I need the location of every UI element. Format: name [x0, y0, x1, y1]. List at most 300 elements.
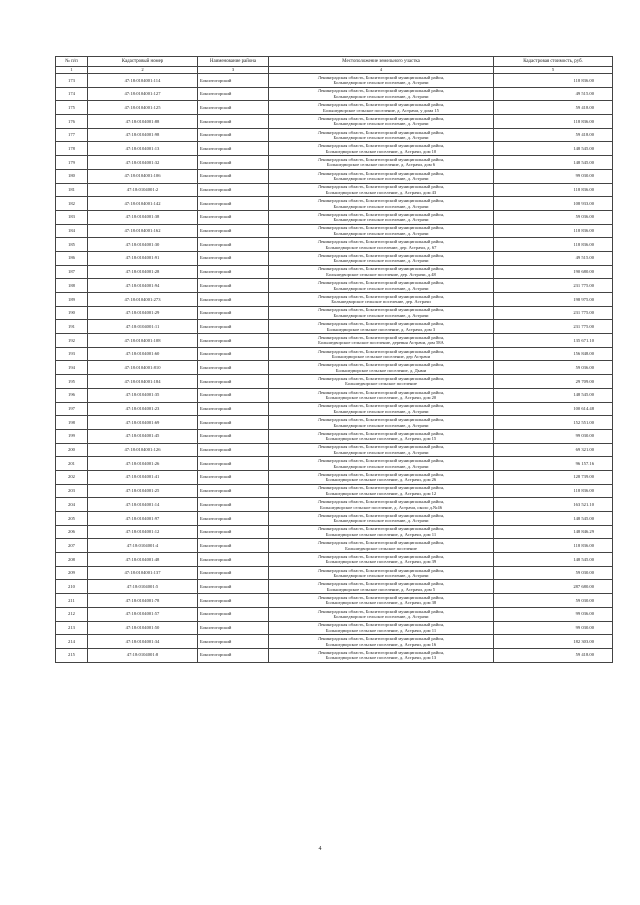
cadastral-cost: 198 975.00 — [494, 293, 613, 307]
location-line-1: Ленинградская область, Бокситогорский муниципальный район, — [317, 156, 445, 162]
cadastral-number: 47:18:0104001:142 — [88, 197, 198, 211]
location-line-2: Большедворское сельское поселение, д. Астрачи — [333, 258, 429, 264]
location-line-1: Ленинградская область, Бокситогорский муниципальный район, — [317, 567, 445, 573]
cadastral-number: 47:18:0104001:69 — [88, 416, 198, 430]
cadastral-cost: 148 846.29 — [494, 525, 613, 539]
table-row — [56, 607, 613, 621]
location-line-1: Ленинградская область, Бокситогорский муниципальный район, — [317, 307, 445, 313]
district-name: Бокситогорский — [198, 293, 269, 307]
table-row — [56, 566, 613, 580]
location-line-2: Большедворское сельское поселение, д. Астрачи — [333, 217, 429, 223]
table-row — [56, 197, 613, 211]
column-number-2: 2 — [88, 67, 198, 74]
location-line-2: Большедворское сельское поселение, д. Астрачи — [333, 614, 429, 620]
district-name: Бокситогорский — [198, 566, 269, 580]
district-name: Бокситогорский — [198, 265, 269, 279]
district-name: Бокситогорский — [198, 87, 269, 101]
cadastral-cost: 118 836.00 — [494, 238, 613, 252]
cadastral-cost: 118 836.00 — [494, 224, 613, 238]
cadastral-number: 47:18:0104001:41 — [88, 470, 198, 484]
district-name: Бокситогорский — [198, 429, 269, 443]
cadastral-cost: 152 551.00 — [494, 416, 613, 430]
location-cell — [269, 224, 494, 238]
cadastral-cost: 148 545.00 — [494, 388, 613, 402]
location-line-2: Большедворское сельское поселение, д. Астрачи, дом 13 — [325, 655, 437, 661]
cadastral-number: 47:18:0104001:4 — [88, 539, 198, 553]
location-cell — [269, 539, 494, 553]
cadastral-number: 47:18:0104001:29 — [88, 306, 198, 320]
header-cadastral-number: Кадастровый номер — [88, 57, 198, 67]
cadastral-cost: 96 157.16 — [494, 457, 613, 471]
row-number: 211 — [56, 594, 88, 608]
location-line-2: Большедворское сельское поселение, д. Астрачи — [333, 573, 429, 579]
cadastral-number: 47:18:0104001:98 — [88, 128, 198, 142]
location-cell — [269, 115, 494, 129]
cadastral-cost: 128 739.00 — [494, 470, 613, 484]
location-line-2: Большедворское сельское поселение, д. Астрачи, дом 12 — [325, 490, 437, 496]
cadastral-number: 47:18:0104001:26 — [88, 457, 198, 471]
location-cell — [269, 251, 494, 265]
location-line-1: Ленинградская область, Бокситогорский муниципальный район, — [317, 403, 445, 409]
table-row — [56, 635, 613, 649]
location-cell — [269, 635, 494, 649]
location-line-2: Большедворское сельское поселение, д. Астрачи, около д.№46 — [320, 504, 442, 510]
cadastral-cost: 49 515.00 — [494, 251, 613, 265]
row-number: 207 — [56, 539, 88, 553]
header-district: Наименование района — [198, 57, 269, 67]
location-line-1: Ленинградская область, Бокситогорский муниципальный район, — [317, 197, 445, 203]
location-line-1: Ленинградская область, Бокситогорский муниципальный район, — [317, 512, 445, 518]
location-line-2: Большедворское сельское поселение, д. Астрачи — [333, 230, 429, 236]
cadastral-cost: 182 303.00 — [494, 635, 613, 649]
location-line-1: Ленинградская область, Бокситогорский муниципальный район, — [317, 594, 445, 600]
cadastral-cost: 118 836.00 — [494, 539, 613, 553]
header-location: Местоположение земельного участка — [269, 57, 494, 67]
location-cell — [269, 402, 494, 416]
district-name: Бокситогорский — [198, 416, 269, 430]
cadastral-cost: 59 030.00 — [494, 566, 613, 580]
district-name: Бокситогорский — [198, 443, 269, 457]
row-number: 201 — [56, 457, 88, 471]
table-row — [56, 402, 613, 416]
location-cell — [269, 375, 494, 389]
location-line-1: Ленинградская область, Бокситогорский муниципальный район, — [317, 649, 445, 655]
location-cell — [269, 156, 494, 170]
location-cell — [269, 388, 494, 402]
location-line-1: Ленинградская область, Бокситогорский муниципальный район, — [317, 458, 445, 463]
location-cell — [269, 429, 494, 443]
location-line-1: Ленинградская область, Бокситогорский муниципальный район, — [317, 635, 445, 641]
table-row — [56, 224, 613, 238]
location-line-1: Ленинградская область, Бокситогорский муниципальный район, — [317, 115, 445, 121]
district-name: Бокситогорский — [198, 210, 269, 224]
location-cell — [269, 279, 494, 293]
row-number: 195 — [56, 375, 88, 389]
location-line-1: Ленинградская область, Бокситогорский муниципальный район, — [317, 581, 445, 587]
row-number: 176 — [56, 115, 88, 129]
location-cell — [269, 484, 494, 498]
table-row — [56, 101, 613, 115]
cadastral-cost: 99 030.00 — [494, 169, 613, 183]
table-row — [56, 525, 613, 539]
location-line-1: Ленинградская область, Бокситогорский муниципальный район, — [317, 74, 445, 80]
cadastral-number: 47:18:0104001:45 — [88, 429, 198, 443]
location-line-1: Ленинградская область, Бокситогорский муниципальный район, — [317, 280, 445, 286]
location-cell — [269, 74, 494, 88]
cadastral-value-table — [55, 56, 613, 663]
district-name: Бокситогорский — [198, 621, 269, 635]
row-number: 174 — [56, 87, 88, 101]
header-cadastral-cost: Кадастровая стоимость, руб. — [494, 57, 613, 67]
row-number: 178 — [56, 142, 88, 156]
table-body — [56, 74, 613, 663]
location-cell — [269, 169, 494, 183]
cadastral-number: 47:18:0104001:8 — [88, 648, 198, 662]
district-name: Бокситогорский — [198, 251, 269, 265]
cadastral-number: 47:18:0104001:2 — [88, 183, 198, 197]
row-number: 191 — [56, 320, 88, 334]
row-number: 209 — [56, 566, 88, 580]
table-row — [56, 347, 613, 361]
location-line-2: Большедворское сельское поселение, д. Астрачи, дом 15 — [325, 436, 437, 442]
cadastral-number: 47:18:0104001:60 — [88, 347, 198, 361]
table-row — [56, 375, 613, 389]
cadastral-cost: 148 545.00 — [494, 553, 613, 567]
cadastral-number: 47:18:0104001:14 — [88, 498, 198, 512]
location-cell — [269, 265, 494, 279]
location-line-2: Большедворское сельское поселение, деревня Астрачи, дом 58А — [318, 340, 444, 346]
row-number: 200 — [56, 443, 88, 457]
header-number: № п/п — [56, 57, 88, 67]
location-line-1: Ленинградская область, Бокситогорский муниципальный район, — [317, 334, 445, 340]
header-row — [56, 57, 613, 67]
cadastral-number: 47:18:0104001:25 — [88, 484, 198, 498]
row-number: 193 — [56, 347, 88, 361]
row-number: 175 — [56, 101, 88, 115]
location-line-1: Ленинградская область, Бокситогорский муниципальный район, — [317, 416, 445, 422]
cadastral-cost: 59 418.00 — [494, 101, 613, 115]
location-line-1: Ленинградская область, Бокситогорский муниципальный район, — [317, 88, 445, 94]
table-row — [56, 156, 613, 170]
district-name: Бокситогорский — [198, 635, 269, 649]
location-cell — [269, 580, 494, 594]
table-row — [56, 87, 613, 101]
location-cell — [269, 334, 494, 348]
location-line-1: Ленинградская область, Бокситогорский муниципальный район, — [317, 485, 445, 491]
location-cell — [269, 457, 494, 471]
cadastral-cost: 231 775.00 — [494, 279, 613, 293]
location-line-2: Большедворское сельское поселение, дер. Астрачи, д. 67 — [325, 244, 437, 250]
location-line-1: Ленинградская область, Бокситогорский муниципальный район, — [317, 608, 445, 614]
location-cell — [269, 470, 494, 484]
location-line-2: Большедворское сельское поселение, д. Астрачи, дом 16 — [325, 641, 437, 647]
cadastral-cost: 100 614.48 — [494, 402, 613, 416]
location-line-2: Большедворское сельское поселение, дер. Астрачи, д.48 — [326, 271, 436, 277]
row-number: 199 — [56, 429, 88, 443]
location-line-2: Большедворское сельское поселение, д. Астрачи, дом 20 — [325, 395, 437, 401]
district-name: Бокситогорский — [198, 594, 269, 608]
district-name: Бокситогорский — [198, 484, 269, 498]
district-name: Бокситогорский — [198, 224, 269, 238]
row-number: 179 — [56, 156, 88, 170]
location-line-1: Ленинградская область, Бокситогорский муниципальный район, — [317, 444, 445, 450]
row-number: 197 — [56, 402, 88, 416]
location-line-2: Большедворское сельское поселение, д. Астрачи, дом 39 — [325, 559, 437, 565]
district-name: Бокситогорский — [198, 238, 269, 252]
location-cell — [269, 197, 494, 211]
location-line-2: Большедворское сельское поселение, дер Астрачи — [331, 354, 431, 360]
district-name: Бокситогорский — [198, 648, 269, 662]
cadastral-number: 47:18:0104001:48 — [88, 553, 198, 567]
cadastral-cost: 49 515.00 — [494, 87, 613, 101]
location-line-1: Ленинградская область, Бокситогорский муниципальный район, — [317, 239, 445, 244]
location-line-1: Ленинградская область, Бокситогорский муниципальный район, — [317, 102, 445, 108]
column-number-1: 1 — [56, 67, 88, 74]
location-line-2: Большедворское сельское поселение, д. Астрачи, дом 3 — [326, 326, 436, 332]
location-cell — [269, 607, 494, 621]
district-name: Бокситогорский — [198, 347, 269, 361]
location-cell — [269, 128, 494, 142]
cadastral-cost: 231 775.00 — [494, 320, 613, 334]
cadastral-number: 47:18:0104001:78 — [88, 594, 198, 608]
cadastral-number: 47:18:0104001:810 — [88, 361, 198, 375]
location-line-2: Большедворское сельское поселение, д. Астрачи — [333, 518, 429, 524]
cadastral-number: 47:18:0104001:137 — [88, 566, 198, 580]
district-name: Бокситогорский — [198, 375, 269, 389]
cadastral-cost: 118 836.00 — [494, 484, 613, 498]
cadastral-cost: 69 321.00 — [494, 443, 613, 457]
table-row — [56, 279, 613, 293]
table-row — [56, 238, 613, 252]
cadastral-number: 47:18:0104001:30 — [88, 238, 198, 252]
district-name: Бокситогорский — [198, 361, 269, 375]
location-line-2: Большедворское сельское поселение, д. Астрачи, дом 10 — [325, 148, 437, 154]
row-number: 215 — [56, 648, 88, 662]
location-cell — [269, 566, 494, 580]
location-line-2: Большедворское сельское поселение, д. Астрачи, дом 11 — [325, 627, 437, 633]
cadastral-number: 47:18:0104001:94 — [88, 279, 198, 293]
location-cell — [269, 621, 494, 635]
location-line-2: Большедворское сельское поселение, д. Астрачи — [333, 80, 429, 86]
table-row — [56, 443, 613, 457]
location-line-1: Ленинградская область, Бокситогорский муниципальный район, — [317, 553, 445, 559]
cadastral-number: 47:18:0104001:57 — [88, 607, 198, 621]
cadastral-cost: 163 521.10 — [494, 498, 613, 512]
cadastral-cost: 148 545.00 — [494, 156, 613, 170]
cadastral-number: 47:18:0104001:127 — [88, 87, 198, 101]
cadastral-cost: 148 545.00 — [494, 142, 613, 156]
row-number: 190 — [56, 306, 88, 320]
location-line-2: Большедворское сельское поселение — [345, 381, 417, 387]
cadastral-number: 47:18:0104001:97 — [88, 512, 198, 526]
table-row — [56, 388, 613, 402]
cadastral-number: 47:18:0104001:114 — [88, 74, 198, 88]
location-line-2: Большедворское сельское поселение, д. Астрачи, дом 38 — [325, 600, 437, 606]
district-name: Бокситогорский — [198, 525, 269, 539]
cadastral-cost: 59 418.00 — [494, 128, 613, 142]
column-number-5: 5 — [494, 67, 613, 74]
row-number: 180 — [56, 169, 88, 183]
cadastral-cost: 287 680.00 — [494, 580, 613, 594]
row-number: 182 — [56, 197, 88, 211]
location-cell — [269, 101, 494, 115]
location-line-2: Большедворское сельское поселение, д. Астрачи — [333, 463, 429, 469]
location-line-2: Большедворское сельское поселение, д. Астрачи — [333, 422, 429, 428]
row-number: 186 — [56, 251, 88, 265]
location-line-2: Большедворское сельское поселение, д. Астрачи, дом 6 — [326, 162, 436, 168]
cadastral-number: 47:18:0104001:28 — [88, 265, 198, 279]
row-number: 177 — [56, 128, 88, 142]
district-name: Бокситогорский — [198, 580, 269, 594]
cadastral-cost: 59 030.00 — [494, 594, 613, 608]
location-cell — [269, 416, 494, 430]
table-row — [56, 498, 613, 512]
location-line-1: Ленинградская область, Бокситогорский муниципальный район, — [317, 471, 445, 477]
table-row — [56, 539, 613, 553]
location-line-2: Большедворское сельское поселение, д. Астрачи — [333, 408, 429, 414]
location-cell — [269, 320, 494, 334]
district-name: Бокситогорский — [198, 169, 269, 183]
table-row — [56, 553, 613, 567]
cadastral-cost: 135 671.10 — [494, 334, 613, 348]
district-name: Бокситогорский — [198, 607, 269, 621]
row-number: 188 — [56, 279, 88, 293]
cadastral-cost: 99 030.00 — [494, 429, 613, 443]
table-row — [56, 429, 613, 443]
column-number-4: 4 — [269, 67, 494, 74]
cadastral-number: 47:18:0104001:11 — [88, 320, 198, 334]
cadastral-cost: 118 836.00 — [494, 115, 613, 129]
location-cell — [269, 306, 494, 320]
location-line-1: Ленинградская область, Бокситогорский муниципальный район, — [317, 321, 445, 327]
table-row — [56, 74, 613, 88]
district-name: Бокситогорский — [198, 539, 269, 553]
row-number: 194 — [56, 361, 88, 375]
column-number-row — [56, 67, 613, 74]
district-name: Бокситогорский — [198, 498, 269, 512]
district-name: Бокситогорский — [198, 306, 269, 320]
table-row — [56, 361, 613, 375]
table-row — [56, 210, 613, 224]
district-name: Бокситогорский — [198, 512, 269, 526]
location-line-1: Ленинградская область, Бокситогорский муниципальный район, — [317, 266, 445, 272]
cadastral-cost: 231 775.00 — [494, 306, 613, 320]
cadastral-number: 47:18:0104001:34 — [88, 635, 198, 649]
location-cell — [269, 293, 494, 307]
cadastral-number: 47:18:0104001:108 — [88, 334, 198, 348]
location-line-2: Большедворское сельское поселение, д. Астрачи — [333, 176, 429, 182]
location-line-1: Ленинградская область, Бокситогорский муниципальный район, — [317, 526, 445, 532]
row-number: 208 — [56, 553, 88, 567]
location-cell — [269, 361, 494, 375]
location-cell — [269, 183, 494, 197]
row-number: 189 — [56, 293, 88, 307]
location-line-1: Ленинградская область, Бокситогорский муниципальный район, — [317, 622, 445, 628]
location-cell — [269, 210, 494, 224]
table-row — [56, 580, 613, 594]
location-line-2: Большедворское сельское поселение, д. Астрачи — [333, 313, 429, 319]
district-name: Бокситогорский — [198, 183, 269, 197]
row-number: 196 — [56, 388, 88, 402]
district-name: Бокситогорский — [198, 334, 269, 348]
location-cell — [269, 553, 494, 567]
row-number: 198 — [56, 416, 88, 430]
table-row — [56, 293, 613, 307]
location-line-1: Ленинградская область, Бокситогорский муниципальный район, — [317, 362, 445, 368]
location-line-1: Ленинградская область, Бокситогорский муниципальный район, — [317, 430, 445, 436]
district-name: Бокситогорский — [198, 553, 269, 567]
table-row — [56, 621, 613, 635]
row-number: 187 — [56, 265, 88, 279]
location-line-2: Большедворское сельское поселение, д. Астрачи — [333, 449, 429, 455]
table-row — [56, 115, 613, 129]
district-name: Бокситогорский — [198, 156, 269, 170]
cadastral-number: 47:18:0104001:50 — [88, 621, 198, 635]
cadastral-cost: 190 680.00 — [494, 265, 613, 279]
location-line-2: Большедворское сельское поселение, д. Астрачи, дом 43 — [325, 189, 437, 195]
table-row — [56, 416, 613, 430]
location-line-2: Большедворское сельское поселение, д. Астрачи — [333, 121, 429, 127]
district-name: Бокситогорский — [198, 279, 269, 293]
location-cell — [269, 238, 494, 252]
cadastral-number: 47:18:0104001:12 — [88, 525, 198, 539]
district-name: Бокситогорский — [198, 470, 269, 484]
cadastral-number: 47:18:0104001:273 — [88, 293, 198, 307]
cadastral-cost: 118 836.00 — [494, 74, 613, 88]
district-name: Бокситогорский — [198, 320, 269, 334]
table-row — [56, 265, 613, 279]
location-line-2: Большедворское сельское поселение, д. Астрачи — [333, 135, 429, 141]
cadastral-number: 47:18:0104001:126 — [88, 443, 198, 457]
location-line-1: Ленинградская область, Бокситогорский муниципальный район, — [317, 540, 445, 546]
cadastral-number: 47:18:0104001:125 — [88, 101, 198, 115]
cadastral-number: 47:18:0104001:32 — [88, 156, 198, 170]
row-number: 183 — [56, 210, 88, 224]
cadastral-cost: 99 030.00 — [494, 621, 613, 635]
row-number: 184 — [56, 224, 88, 238]
location-cell — [269, 512, 494, 526]
table-row — [56, 484, 613, 498]
table-row — [56, 470, 613, 484]
location-cell — [269, 347, 494, 361]
cadastral-cost: 59 036.00 — [494, 361, 613, 375]
row-number: 181 — [56, 183, 88, 197]
column-number-3: 3 — [198, 67, 269, 74]
cadastral-cost: 108 933.00 — [494, 197, 613, 211]
cadastral-cost: 59 036.00 — [494, 210, 613, 224]
location-line-1: Ленинградская область, Бокситогорский муниципальный район, — [317, 252, 445, 258]
location-line-2: Большедворское сельское поселение — [345, 545, 417, 551]
location-line-1: Ленинградская область, Бокситогорский муниципальный район, — [317, 348, 445, 354]
district-name: Бокситогорский — [198, 101, 269, 115]
row-number: 210 — [56, 580, 88, 594]
cadastral-number: 47:18:0104001:35 — [88, 388, 198, 402]
location-cell — [269, 594, 494, 608]
location-line-1: Ленинградская область, Бокситогорский муниципальный район, — [317, 129, 445, 135]
cadastral-cost: 156 848.00 — [494, 347, 613, 361]
table-row — [56, 512, 613, 526]
location-line-1: Ленинградская область, Бокситогорский муниципальный район, — [317, 499, 445, 505]
cadastral-number: 47:18:0104001:38 — [88, 210, 198, 224]
location-line-2: Большедворское сельское поселение, д. Астрачи, дом 5 — [326, 586, 436, 592]
row-number: 204 — [56, 498, 88, 512]
cadastral-number: 47:18:0104001:91 — [88, 251, 198, 265]
location-cell — [269, 525, 494, 539]
location-cell — [269, 142, 494, 156]
cadastral-number: 47:18:0104001:5 — [88, 580, 198, 594]
row-number: 212 — [56, 607, 88, 621]
table-row — [56, 169, 613, 183]
